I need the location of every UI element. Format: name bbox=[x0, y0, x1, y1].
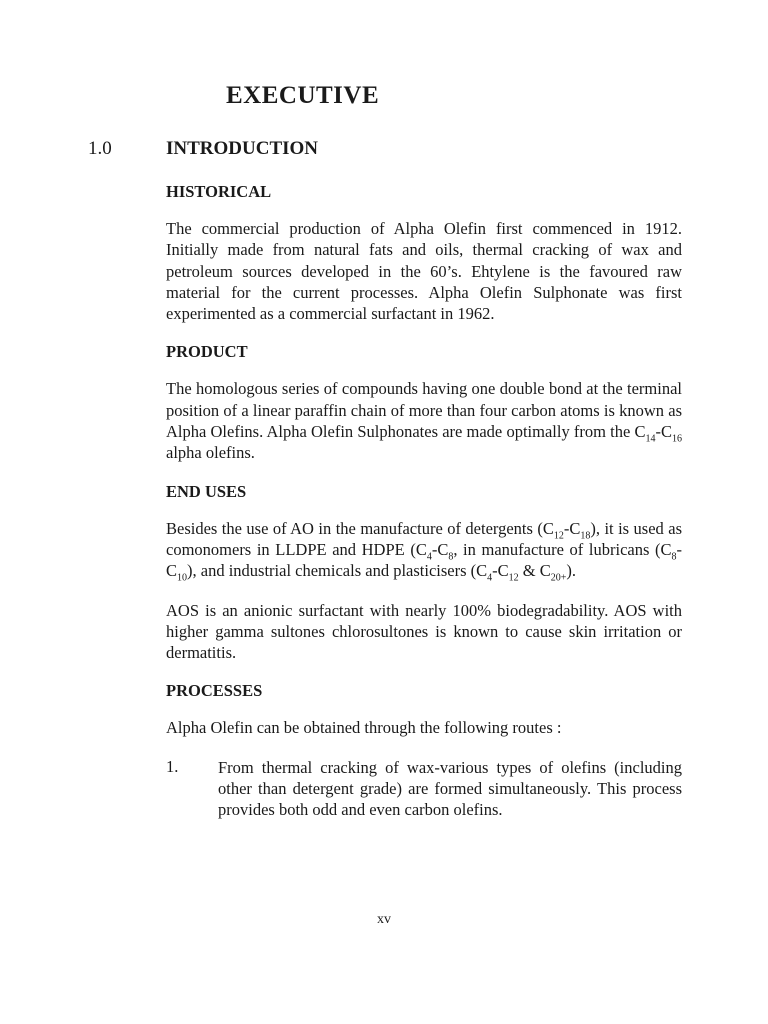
route-number: 1. bbox=[166, 756, 179, 776]
end-uses-sub: 18 bbox=[580, 529, 591, 541]
end-uses-sub: 8 bbox=[448, 551, 454, 563]
section-title: INTRODUCTION bbox=[166, 138, 319, 159]
page-title: EXECUTIVE bbox=[226, 82, 380, 109]
processes-intro: Alpha Olefin can be obtained through the following routes : bbox=[166, 718, 562, 738]
end-uses-heading: END USES bbox=[166, 481, 247, 501]
end-uses-text: , in manufacture of lubricans (C bbox=[453, 539, 672, 559]
product-sub-2: 16 bbox=[672, 433, 682, 445]
section-number: 1.0 bbox=[88, 138, 112, 159]
end-uses-sub: 8 bbox=[671, 551, 677, 563]
end-uses-text: -C bbox=[492, 561, 509, 581]
historical-heading: HISTORICAL bbox=[166, 182, 272, 201]
end-uses-sub: 4 bbox=[487, 572, 493, 584]
end-uses-text: -C bbox=[166, 539, 682, 581]
end-uses-text: -C bbox=[563, 518, 581, 538]
end-uses-sub: 4 bbox=[426, 551, 432, 563]
product-paragraph bbox=[166, 378, 682, 463]
product-text-c: alpha olefins. bbox=[166, 443, 255, 463]
historical-paragraph: The commercial production of Alpha Olefin first commenced in 1912. Initially made from natural fats and oils, thermal cracking of wax and petroleum sources developed in the 60’s. Ehtylene is the favoured raw material for the current processes. Alpha Olefin Sulphonate was first experimented as a commercial surfactant in 1962. bbox=[166, 219, 682, 324]
end-uses-text: ), it is used as comonomers in LLDPE and HDPE (C bbox=[166, 518, 682, 559]
product-text-b: -C bbox=[655, 422, 672, 442]
end-uses-sub: 10 bbox=[177, 572, 188, 584]
end-uses-text: Besides the use of AO in the manufacture of detergents (C bbox=[166, 518, 554, 538]
end-uses-text: -C bbox=[431, 539, 449, 559]
page-number: xv bbox=[377, 912, 391, 927]
section-content bbox=[166, 182, 682, 821]
route-item-1 bbox=[166, 757, 682, 821]
end-uses-paragraph-2: AOS is an anionic surfactant with nearly 100% biodegradability. AOS with higher gamma sultones chlorosultones is known to cause skin irritation or dermatitis. bbox=[166, 600, 682, 663]
processes-heading: PROCESSES bbox=[166, 681, 263, 701]
end-uses-sub: 12 bbox=[508, 572, 519, 584]
product-sub-1: 14 bbox=[645, 433, 656, 445]
end-uses-paragraph-1 bbox=[166, 518, 682, 582]
end-uses-text: ). bbox=[566, 561, 577, 581]
end-uses-text: & C bbox=[518, 561, 551, 581]
end-uses-text: ), and industrial chemicals and plasticisers (C bbox=[187, 561, 488, 581]
end-uses-sub: 12 bbox=[553, 529, 564, 541]
route-text: From thermal cracking of wax-various types of olefins (including other than detergent grade) are formed simultaneously. This process provides both odd and even carbon olefins. bbox=[218, 757, 682, 820]
product-text-a: The homologous series of compounds having one double bond at the terminal position of a linear paraffin chain of more than four carbon atoms is known as Alpha Olefins. Alpha Olefin Sulphonates are made optimally from the C bbox=[166, 379, 682, 442]
end-uses-sub: 20+ bbox=[550, 572, 567, 584]
product-heading: PRODUCT bbox=[166, 342, 248, 362]
